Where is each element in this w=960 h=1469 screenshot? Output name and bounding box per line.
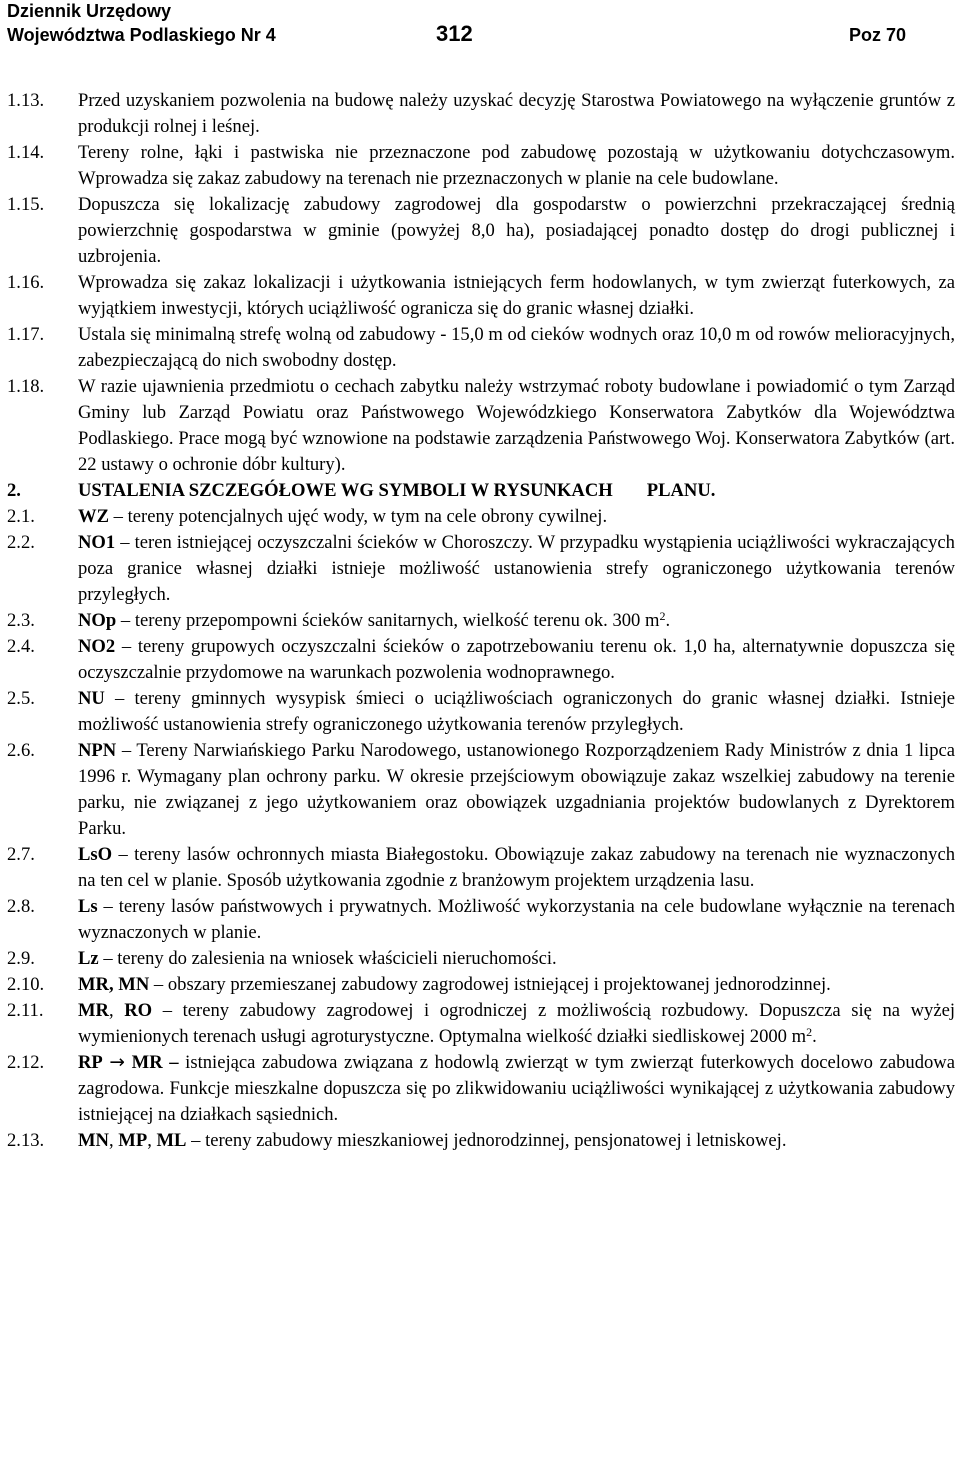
item-text: tereny lasów ochronnych miasta Białegostoku. Obowiązuje zakaz zabudowy na terenach nie wyznaczonych na ten cel w planie. Sposób użytkowania zgodnie z branżowym projektem urządzenia lasu. xyxy=(78,844,955,891)
symbol-code: MN xyxy=(78,1130,109,1151)
item-number: 1.18. xyxy=(7,376,45,397)
item-text: tereny grupowych oczyszczalni ścieków o zapotrzebowaniu terenu ok. 1,0 ha, alternatywnie dopuszcza się oczyszczalnie przydomowe na warunkach pozwolenia wodnoprawnego. xyxy=(78,636,955,683)
list-item xyxy=(7,374,955,478)
item-number: 2.3. xyxy=(7,610,35,631)
list-item xyxy=(7,88,955,140)
symbol-item-nop: 2.3. NOp – tereny przepompowni ścieków sanitarnych, wielkość terenu ok. 300 $m^2$. xyxy=(7,608,955,634)
item-number: 1.14. xyxy=(7,142,45,163)
symbol-code: NOp xyxy=(78,610,117,631)
journal-title: Dziennik Urzędowy xyxy=(7,1,172,21)
symbol-code: RO xyxy=(124,1000,153,1021)
section-heading xyxy=(7,478,955,504)
symbol-item-npn: 2.6. NPN – Tereny Narwiańskiego Parku Narodowego, ustanowionego Rozporządzeniem Rady Ministrów z dnia 1 lipca 1996 r. Wymagany plan ochrony parku. W okresie przejściowym obowiązuje zakaz wszelkiej zabudowy na terenie parku, nie związanej z jego użytkowaniem oraz obowiązek uzgadniania projektów budowlanych z Dyrektorem Parku. xyxy=(7,738,955,842)
item-number: 1.13. xyxy=(7,90,45,111)
item-text: tereny lasów państwowych i prywatnych. Możliwość wykorzystania na cele budowlane wyłącznie na terenach wyznaczonych w planie. xyxy=(78,896,955,943)
item-number: 2.1. xyxy=(7,506,35,527)
symbol-code: ML xyxy=(156,1130,187,1151)
item-text: teren istniejącej oczyszczalni ścieków w Choroszczy. W przypadku wystąpienia uciążliwości wykraczających poza granice własnej działki istnieje możliwość ustanowienia strefy ograniczonego użytkowania terenów przyległych. xyxy=(78,532,955,605)
item-text: Ustala się minimalną strefę wolną od zabudowy - 15,0 m od cieków wodnych oraz 10,0 m od rowów melioracyjnych, zabezpieczającą do nich swobodny dostęp. xyxy=(78,324,955,371)
symbol-item-lso: 2.7. LsO – tereny lasów ochronnych miasta Białegostoku. Obowiązuje zakaz zabudowy na terenach nie wyznaczonych na ten cel w planie. Sposób użytkowania zgodnie z branżowym projektem urządzenia lasu. xyxy=(7,842,955,894)
item-number: 2.6. xyxy=(7,740,35,761)
item-number: 2.4. xyxy=(7,636,35,657)
item-number: 1.17. xyxy=(7,324,45,345)
list-item xyxy=(7,270,955,322)
symbol-item-ls: 2.8. Ls – tereny lasów państwowych i prywatnych. Możliwość wykorzystania na cele budowlane wyłącznie na terenach wyznaczonych w planie. xyxy=(7,894,955,946)
item-number: 2.13. xyxy=(7,1130,45,1151)
item-text: tereny zabudowy mieszkaniowej jednorodzinnej, pensjonatowej i letniskowej. xyxy=(205,1130,787,1151)
symbol-item-mn-mp-ml: 2.13. MN, MP, ML – tereny zabudowy mieszkaniowej jednorodzinnej, pensjonatowej i letniskowej. xyxy=(7,1128,955,1154)
item-number: 1.16. xyxy=(7,272,45,293)
item-number: 2.12. xyxy=(7,1052,45,1073)
item-number: 1.15. xyxy=(7,194,45,215)
item-number: 2.11. xyxy=(7,1000,44,1021)
symbol-item-lz: 2.9. Lz – tereny do zalesienia na wniosek właścicieli nieruchomości. xyxy=(7,946,955,972)
symbol-item-rp-mr: 2.12. RP → MR – istniejąca zabudowa związana z hodowlą zwierząt w tym zwierząt futerkowych docelowo zabudowa zagrodowa. Funkcje mieszkalne dopuszcza się po zlikwidowaniu uciążliwości wynikającej z użytkowania zabudowy istniejącej na działkach sąsiednich. xyxy=(7,1050,955,1128)
symbol-code: LsO xyxy=(78,844,113,865)
item-text: tereny przepompowni ścieków sanitarnych, wielkość terenu ok. 300 m xyxy=(134,610,660,631)
symbol-code: MP xyxy=(118,1130,148,1151)
item-text: Tereny Narwiańskiego Parku Narodowego, ustanowionego Rozporządzeniem Rady Ministrów z dnia 1 lipca 1996 r. Wymagany plan ochrony parku. W okresie przejściowym obowiązuje zakaz wszelkiej zabudowy na terenie parku, nie związanej z jego użytkowaniem oraz obowiązek uzgadniania projektów budowlanych z Dyrektorem Parku. xyxy=(78,740,955,839)
symbol-item-mr-ro: 2.11. MR, RO – tereny zabudowy zagrodowej i ogrodniczej z możliwością rozbudowy. Dopuszcza się na wyżej wymienionych terenach usługi agroturystyczne. Optymalna wielkość działki siedliskowej 2000 $m^2$. xyxy=(7,998,955,1050)
symbol-code: NO1 xyxy=(78,532,116,553)
arrow-right-icon: → xyxy=(109,1052,126,1073)
item-text: tereny gminnych wysypisk śmieci o uciążliwościach ograniczonych do granic własnej działki. Istnieje możliwość ustanowienia strefy ograniczonego użytkowania terenów przyległych. xyxy=(78,688,956,735)
position-number: Poz 70 xyxy=(849,25,907,45)
item-number: 2.2. xyxy=(7,532,35,553)
symbol-item-mr-mn: 2.10. MR, MN – obszary przemieszanej zabudowy zagrodowej istniejącej i projektowanej jednorodzinnej. xyxy=(7,972,955,998)
symbol-code: MR xyxy=(131,1052,163,1073)
item-text: obszary przemieszanej zabudowy zagrodowej istniejącej i projektowanej jednorodzinnej. xyxy=(167,974,831,995)
item-number: 2.5. xyxy=(7,688,35,709)
symbol-code: NU xyxy=(78,688,105,709)
list-item xyxy=(7,192,955,270)
item-text: Tereny rolne, łąki i pastwiska nie przeznaczone pod zabudowę pozostają w użytkowaniu dotychczasowym. Wprowadza się zakaz zabudowy na terenach nie przeznaczonych w planie na cele budowlane. xyxy=(78,142,955,189)
symbol-item-wz: 2.1. WZ – tereny potencjalnych ujęć wody, w tym na cele obrony cywilnej. xyxy=(7,504,955,530)
superscript: 2 xyxy=(659,609,666,623)
symbol-code: MR, MN xyxy=(78,974,150,995)
item-text: tereny do zalesienia na wniosek właścicieli nieruchomości. xyxy=(117,948,557,969)
item-text: W razie ujawnienia przedmiotu o cechach zabytku należy wstrzymać roboty budowlane i powiadomić o tym Zarząd Gminy lub Zarząd Powiatu oraz Państwowego Wojewódzkiego Konserwatora Zabytków dla Województwa Podlaskiego. Prace mogą być wznowione na podstawie zarządzenia Państwowego Woj. Konserwatora Zabytków (art. 22 ustawy o ochronie dóbr kultury). xyxy=(78,376,955,475)
symbol-code: RP xyxy=(78,1052,103,1073)
superscript: 2 xyxy=(806,1025,813,1039)
symbol-code: MR xyxy=(78,1000,109,1021)
item-text: Dopuszcza się lokalizację zabudowy zagrodowej dla gospodarstw o powierzchni przekraczającej średnią powierzchnię gospodarstwa w gminie (powyżej 8,0 ha), posiadającej ponadto dostęp do drogi publicznej i uzbrojenia. xyxy=(78,194,955,267)
item-number: 2.10. xyxy=(7,974,45,995)
item-number: 2.7. xyxy=(7,844,35,865)
symbol-item-no2: 2.4. NO2 – tereny grupowych oczyszczalni ścieków o zapotrzebowaniu terenu ok. 1,0 ha, alternatywnie dopuszcza się oczyszczalnie przydomowe na warunkach pozwolenia wodnoprawnego. xyxy=(7,634,955,686)
item-text: tereny potencjalnych ujęć wody, w tym na cele obrony cywilnej. xyxy=(127,506,608,527)
journal-subtitle: Województwa Podlaskiego Nr 4 xyxy=(7,25,276,45)
list-item xyxy=(7,322,955,374)
item-number: 2.8. xyxy=(7,896,35,917)
section-title: USTALENIA SZCZEGÓŁOWE WG SYMBOLI W RYSUNKACH PLANU. xyxy=(78,480,716,501)
item-text: Przed uzyskaniem pozwolenia na budowę należy uzyskać decyzję Starostwa Powiatowego na wyłączenie gruntów z produkcji rolnej i leśnej. xyxy=(78,90,955,137)
section-number: 2. xyxy=(7,480,21,501)
item-text: tereny zabudowy zagrodowej i ogrodniczej z możliwością rozbudowy. Dopuszcza się na wyżej wymienionych terenach usługi agroturystyczne. Optymalna wielkość działki siedliskowej 2000 m xyxy=(78,1000,956,1047)
list-item xyxy=(7,140,955,192)
item-text: Wprowadza się zakaz lokalizacji i użytkowania istniejących ferm hodowlanych, w tym zwierząt futerkowych, za wyjątkiem inwestycji, których uciążliwość ogranicza się do granic własnej działki. xyxy=(78,272,955,319)
symbol-code: NPN xyxy=(78,740,117,761)
symbol-code: Lz xyxy=(78,948,99,969)
symbol-item-no1: 2.2. NO1 – teren istniejącej oczyszczalni ścieków w Choroszczy. W przypadku wystąpienia uciążliwości wykraczających poza granice własnej działki istnieje możliwość ustanowienia strefy ograniczonego użytkowania terenów przyległych. xyxy=(7,530,955,608)
symbol-code: WZ xyxy=(78,506,109,527)
item-number: 2.9. xyxy=(7,948,35,969)
symbol-item-nu: 2.5. NU – tereny gminnych wysypisk śmieci o uciążliwościach ograniczonych do granic własnej działki. Istnieje możliwość ustanowienia strefy ograniczonego użytkowania terenów przyległych. xyxy=(7,686,955,738)
document-body xyxy=(7,88,955,1154)
symbol-code: Ls xyxy=(78,896,98,917)
symbol-code: NO2 xyxy=(78,636,116,657)
item-text: istniejąca zabudowa związana z hodowlą zwierząt w tym zwierząt futerkowych docelowo zabudowa zagrodowa. Funkcje mieszkalne dopuszcza się po zlikwidowaniu uciążliwości wynikającej z użytkowania zabudowy istniejącej na działkach sąsiednich. xyxy=(78,1052,955,1125)
page-number: 312 xyxy=(436,21,473,46)
